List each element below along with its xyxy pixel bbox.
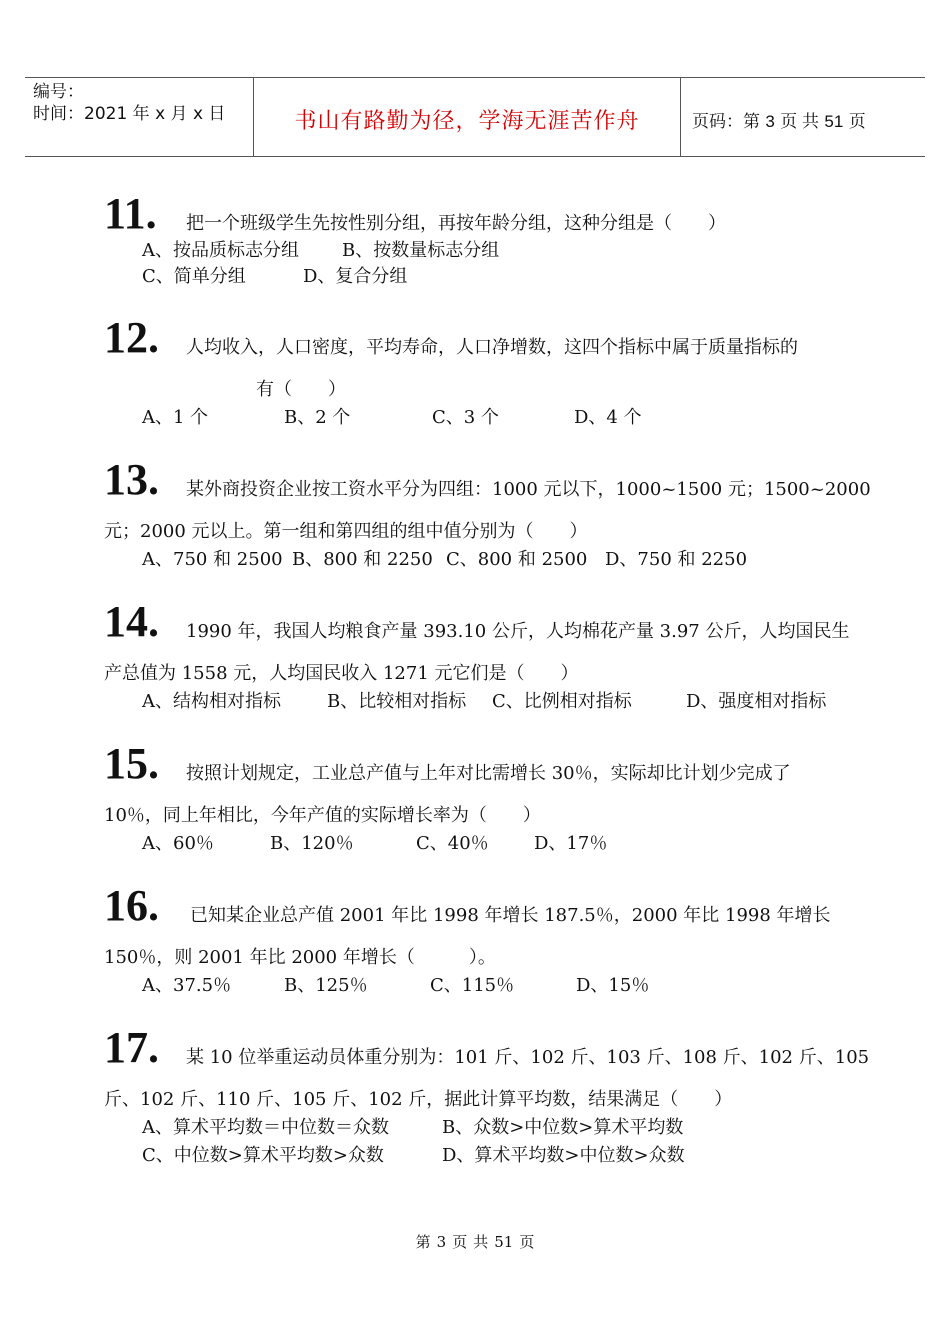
question-text: 已知某企业总产值 2001 年比 1998 年增长 187.5％，2000 年比 1998 年增长 (190, 905, 831, 926)
question-number: 16. (104, 881, 159, 930)
footer-page-total: 51 (494, 1233, 514, 1251)
page-mid: 页 共 (780, 112, 820, 131)
option-d: D、4 个 (574, 407, 642, 428)
option-b: B、比较相对指标 (327, 691, 467, 712)
option-b: B、800 和 2250 (292, 549, 433, 570)
question-text: 某 10 位举重运动员体重分别为：101 斤、102 斤、103 斤、108 斤、102 斤、105 (186, 1047, 870, 1068)
option-c: C、3 个 (432, 407, 499, 428)
header-page-cell (680, 78, 925, 156)
option-a: A、60％ (142, 833, 214, 854)
page-prefix: 页码：第 (692, 112, 760, 131)
option-c: C、115％ (430, 975, 515, 996)
motto: 书山有路勤为径，学海无涯苦作舟 (294, 109, 640, 134)
option-a: A、算术平均数＝中位数＝众数 (142, 1117, 389, 1138)
question-text: 某外商投资企业按工资水平分为四组：1000 元以下，1000~1500 元；1500~2000 (186, 479, 871, 500)
page-header (25, 77, 925, 157)
question-text: 1990 年，我国人均粮食产量 393.10 公斤，人均棉花产量 3.97 公斤，人均国民生 (186, 621, 850, 642)
question-number: 11. (104, 189, 157, 238)
footer-word: 第 (415, 1233, 431, 1251)
option-d: D、750 和 2250 (605, 549, 748, 570)
option-c: C、中位数>算术平均数>众数 (142, 1145, 384, 1166)
page-number: 3 (765, 112, 775, 131)
option-b: B、120％ (270, 833, 354, 854)
question-text-cont: 150％，则 2001 年比 2000 年增长（ ）。 (104, 947, 496, 968)
footer-word: 页 (519, 1233, 535, 1251)
page-indicator (692, 107, 866, 132)
option-d: D、算术平均数>中位数>众数 (442, 1145, 685, 1166)
option-c: C、比例相对指标 (492, 691, 632, 712)
question-number: 13. (104, 455, 159, 504)
option-b: B、2 个 (284, 407, 351, 428)
question-number: 17. (104, 1023, 159, 1072)
option-a: A、按品质标志分组 (142, 240, 299, 261)
footer-word: 共 (473, 1233, 489, 1251)
option-d: D、17％ (534, 833, 608, 854)
question-number: 12. (104, 313, 159, 362)
question-text-cont: 斤、102 斤、110 斤、105 斤、102 斤，据此计算平均数，结果满足（ ） (104, 1089, 733, 1110)
option-b: B、按数量标志分组 (342, 240, 500, 261)
question-text-cont: 产总值为 1558 元，人均国民收入 1271 元它们是（ ） (104, 663, 579, 684)
page-total: 51 (824, 112, 844, 131)
option-a: A、结构相对指标 (142, 691, 281, 712)
footer-page-number: 3 (436, 1233, 447, 1251)
option-a: A、1 个 (142, 407, 209, 428)
page-suffix: 页 (848, 112, 866, 131)
option-a: A、37.5％ (142, 975, 232, 996)
question-text-cont: 有（ ） (256, 379, 346, 400)
option-b: B、125％ (284, 975, 368, 996)
question-text-cont: 元；2000 元以上。第一组和第四组的组中值分别为（ ） (104, 521, 588, 542)
question-text: 按照计划规定，工业总产值与上年对比需增长 30％，实际却比计划少完成了 (186, 763, 791, 784)
page-footer (0, 1231, 950, 1252)
question-number: 14. (104, 597, 159, 646)
option-c: C、40％ (416, 833, 489, 854)
question-text-cont: 10％，同上年相比，今年产值的实际增长率为（ ） (104, 805, 541, 826)
number-label: 编号： (33, 82, 84, 102)
header-motto-cell (253, 78, 681, 156)
option-b: B、众数>中位数>算术平均数 (442, 1117, 684, 1138)
question-text: 把一个班级学生先按性别分组，再按年龄分组，这种分组是（ ） (186, 213, 726, 234)
option-c: C、800 和 2500 (446, 549, 588, 570)
option-d: D、强度相对指标 (686, 691, 827, 712)
header-meta (25, 78, 253, 156)
question-number: 15. (104, 739, 159, 788)
option-d: D、15％ (576, 975, 650, 996)
option-a: A、750 和 2500 (142, 549, 283, 570)
question-text: 人均收入，人口密度，平均寿命，人口净增数，这四个指标中属于质量指标的 (186, 337, 798, 358)
footer-word: 页 (452, 1233, 468, 1251)
option-d: D、复合分组 (303, 266, 408, 287)
time-label: 时间：2021 年 x 月 x 日 (33, 104, 226, 124)
option-c: C、简单分组 (142, 266, 246, 287)
